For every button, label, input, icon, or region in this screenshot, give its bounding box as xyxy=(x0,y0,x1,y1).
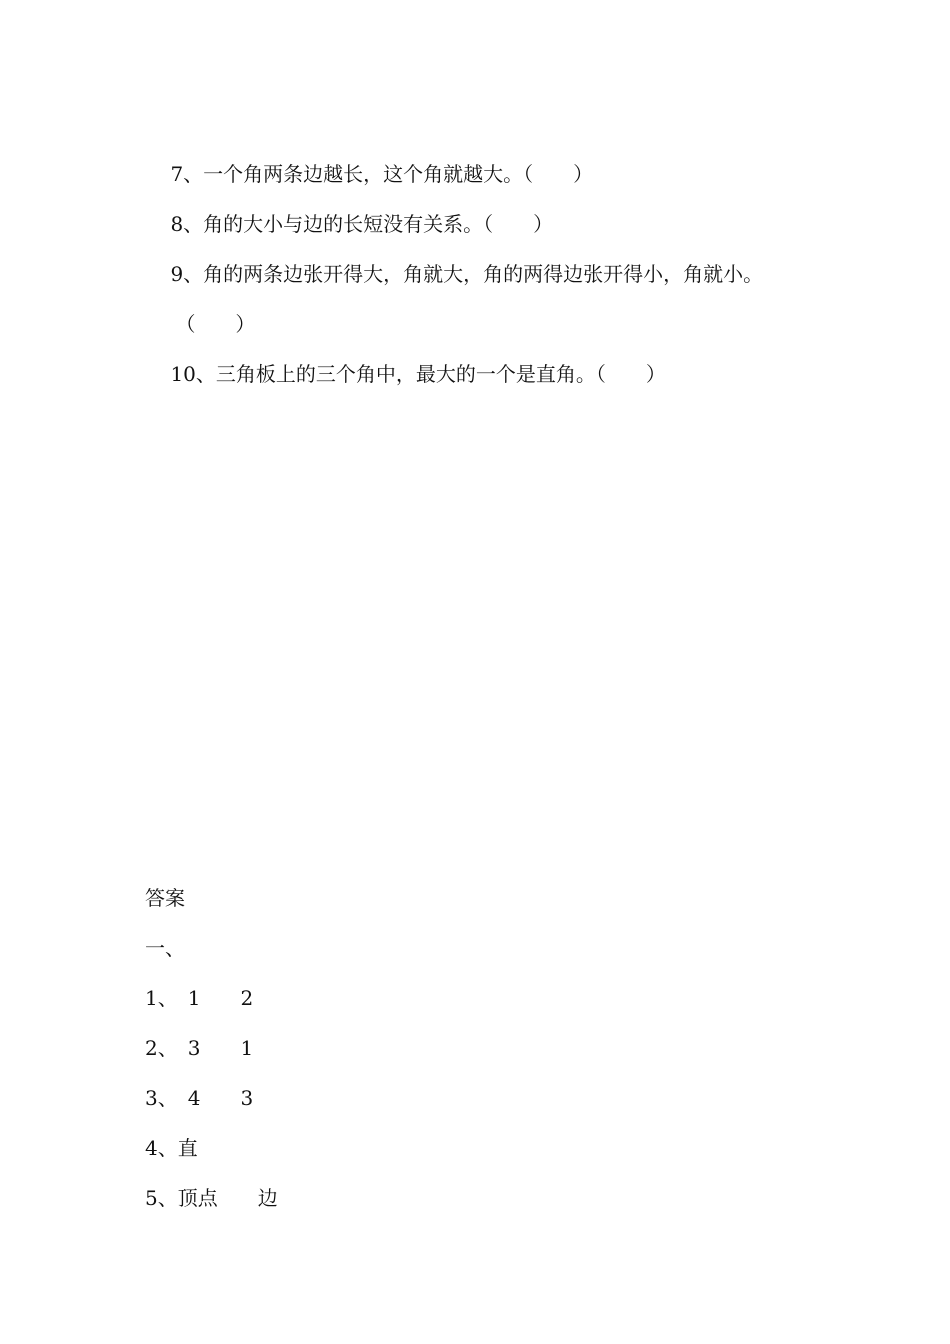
answer-item-4: 4、直 xyxy=(145,1136,198,1160)
question-8-text: 8、角的大小与边的长短没有关系。 xyxy=(170,212,484,236)
question-9-blank: （ ） xyxy=(175,312,256,336)
answers-section-heading: 一、 xyxy=(145,936,185,960)
answers-title: 答案 xyxy=(145,886,185,910)
answer-item-1: 1、 1 2 xyxy=(145,986,254,1010)
question-8-blank: （ ） xyxy=(483,212,554,236)
answer-item-2: 2、 3 1 xyxy=(145,1036,254,1060)
question-10-blank: （ ） xyxy=(595,362,666,386)
question-7-blank: （ ） xyxy=(523,162,594,186)
question-10 xyxy=(145,338,666,410)
answer-item-5: 5、顶点 边 xyxy=(145,1186,278,1210)
answer-item-3: 3、 4 3 xyxy=(145,1086,254,1110)
question-7-text: 7、一个角两条边越长，这个角就越大。 xyxy=(170,162,524,186)
question-9-text: 9、角的两条边张开得大，角就大，角的两得边张开得小，角就小。 xyxy=(170,262,764,286)
question-10-text: 10、三角板上的三个角中，最大的一个是直角。 xyxy=(170,362,596,386)
